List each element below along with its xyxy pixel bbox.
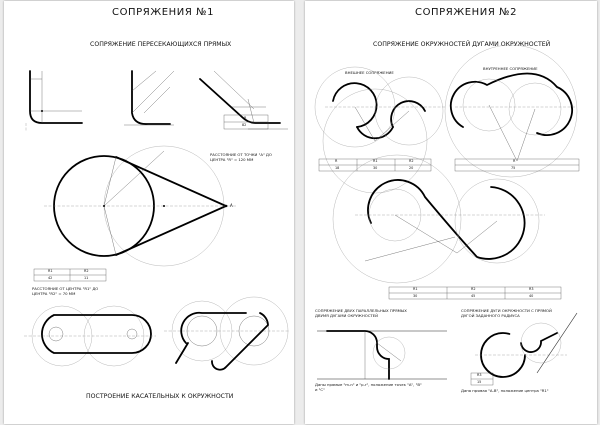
table-r3-value: 15 <box>477 380 482 384</box>
table-big-v1: 45 <box>471 294 476 298</box>
table-r3-header: R3 <box>477 373 482 377</box>
note-line-arc: Дана прямая "А-В", положение центра "R1" <box>461 388 549 393</box>
obtuse-angle-fillet <box>200 71 288 129</box>
label-internal: ВНУТРЕННЕЕ СОПРЯЖЕНИЕ <box>483 66 538 71</box>
note-distance-a: РАССТОЯНИЕ ОТ ТОЧКИ "А" ДО ЦЕНТРА "R" = 120 ММ <box>210 152 272 162</box>
table-ext-v2: 20 <box>409 166 414 170</box>
table-big-h0: R1 <box>413 287 418 291</box>
sheet1-footer: ПОСТРОЕНИЕ КАСАТЕЛЬНЫХ К ОКРУЖНОСТИ <box>86 393 234 400</box>
table-ext-h0: R <box>335 159 338 163</box>
sheet2-subtitle: СОПРЯЖЕНИЕ ОКРУЖНОСТЕЙ ДУГАМИ ОКРУЖНОСТЕЙ <box>373 41 551 48</box>
table-big-h2: R3 <box>529 287 534 291</box>
table-ext-v1: 30 <box>373 166 378 170</box>
table-r-header: R <box>244 116 247 120</box>
sheet1-drawing <box>4 1 294 424</box>
note-distance-centers: РАССТОЯНИЕ ОТ ЦЕНТРА "R1" ДО ЦЕНТРА "R2" = 70 ММ <box>32 286 99 296</box>
table-r1-value: 42 <box>48 276 53 280</box>
table-r3-frame <box>471 373 493 385</box>
table-r2-value: 11 <box>84 276 89 280</box>
table-ext-h2: R2 <box>409 159 414 163</box>
internal-conjugation <box>445 45 577 177</box>
label-external: ВНЕШНЕЕ СОПРЯЖЕНИЕ <box>345 70 394 75</box>
right-angle-fillet <box>26 71 82 131</box>
table-big-v2: 40 <box>529 294 534 298</box>
table-big-h1: R2 <box>471 287 476 291</box>
sheet-conjugations-1 <box>4 1 294 424</box>
note-parallel: Даны прямые "m-n" и "p-r", положение точек "А", "В" и "С" <box>315 382 422 392</box>
caption-parallel: СОПРЯЖЕНИЕ ДВУХ ПАРАЛЛЕЛЬНЫХ ПРЯМЫХ ДВУМЯ ДУГАМИ ОКРУЖНОСТЕЙ <box>315 308 407 318</box>
parallel-lines-conjugation <box>317 331 447 379</box>
sheet1-title: СОПРЯЖЕНИЯ №1 <box>112 7 215 18</box>
table-r1-header: R1 <box>48 269 53 273</box>
table-int-v0: 75 <box>511 166 516 170</box>
caption-line-arc: СОПРЯЖЕНИЕ ДУГИ ОКРУЖНОСТИ С ПРЯМОЙ ДУГОЙ ЗАДАННОГО РАДИУСА <box>461 308 552 318</box>
table-big-v0: 30 <box>413 294 418 298</box>
sheet2-title: СОПРЯЖЕНИЯ №2 <box>415 7 518 18</box>
table-r2-header: R2 <box>84 269 89 273</box>
acute-angle-fillet <box>124 71 174 125</box>
tangents-from-point <box>44 146 236 266</box>
large-s-conjugation <box>333 155 545 283</box>
sheet-conjugations-2 <box>305 1 597 424</box>
external-conjugation <box>315 67 445 193</box>
sheet2-drawing <box>305 1 597 424</box>
internal-tangents <box>164 297 290 370</box>
table-ext-h1: R1 <box>373 159 378 163</box>
table-r-value: 82 <box>242 123 247 127</box>
line-arc-conjugation <box>475 313 577 377</box>
svg-text:А: А <box>230 203 233 208</box>
table-r1r2-frame <box>34 269 106 281</box>
table-ext-v0: 18 <box>335 166 340 170</box>
external-tangents <box>24 306 156 366</box>
sheet1-subtitle: СОПРЯЖЕНИЕ ПЕРЕСЕКАЮЩИХСЯ ПРЯМЫХ <box>90 41 232 48</box>
table-int-h0: R <box>513 159 516 163</box>
